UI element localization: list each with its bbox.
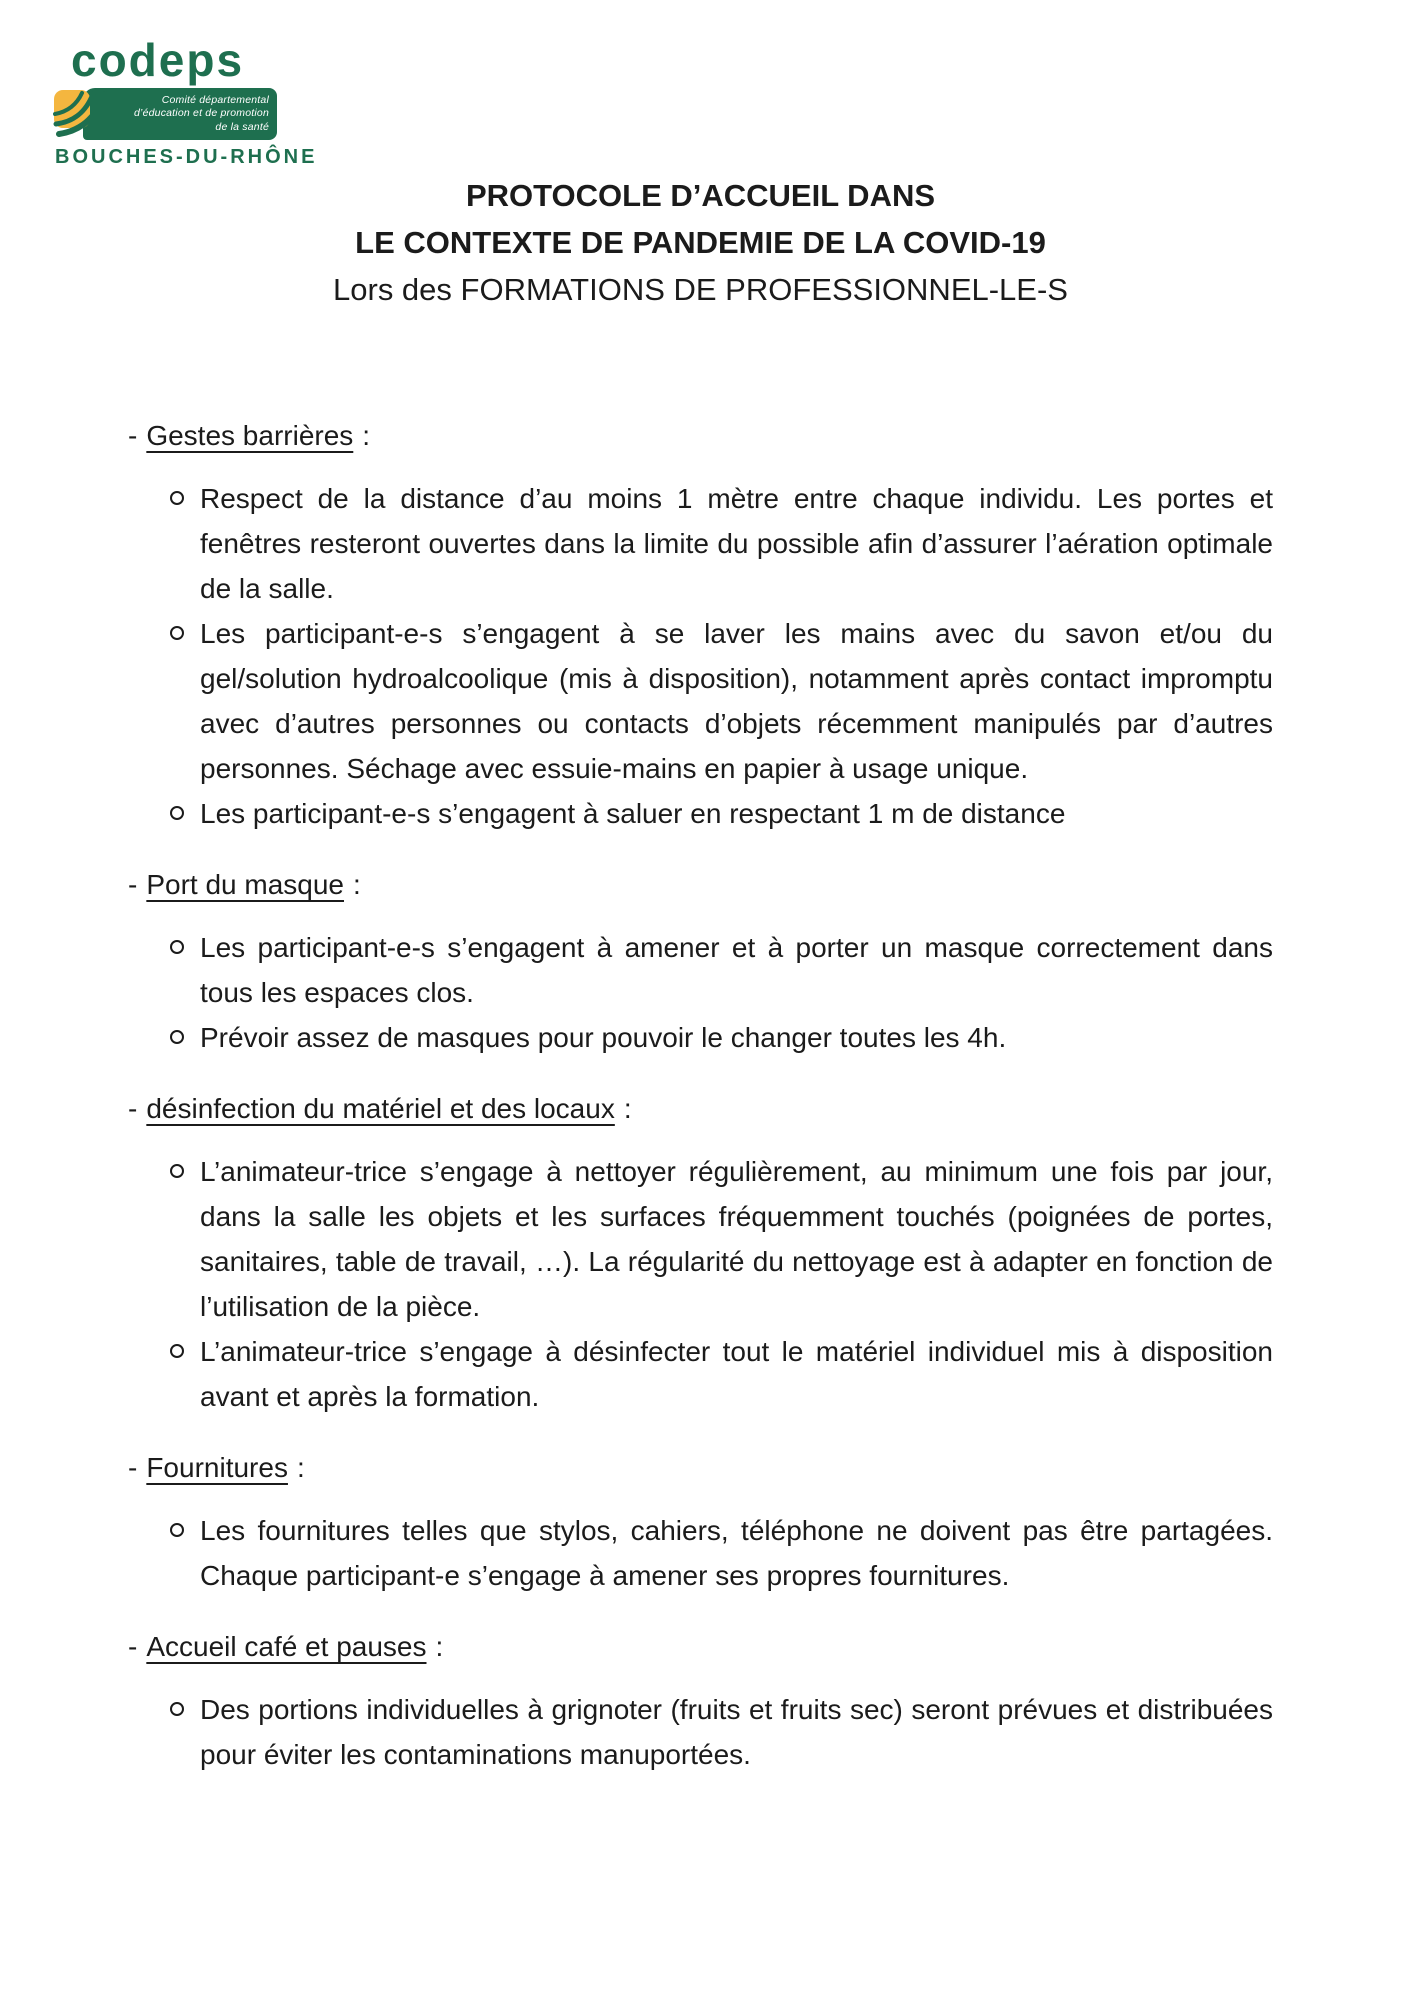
section-heading-label: désinfection du matériel et des locaux [146, 1093, 615, 1124]
list-item-text: L’animateur-trice s’engage à nettoyer régulièrement, au minimum une fois par jour, dans la salle les objets et les surfaces fréquemment touchés (poignées de portes, sanitaires, table de travail, …). La régularité du nettoyage est à adapter en fonction de l’utilisation de la pièce. [200, 1156, 1273, 1322]
circle-bullet-icon [170, 1523, 184, 1537]
list-item-text: L’animateur-trice s’engage à désinfecter tout le matériel individuel mis à disposition avant et après la formation. [200, 1336, 1273, 1412]
circle-bullet-icon [170, 626, 184, 640]
section-heading [128, 413, 1273, 458]
list-item [128, 1508, 1273, 1598]
bullet-list [128, 1149, 1273, 1419]
list-item-text: Les participant-e-s s’engagent à amener et à porter un masque correctement dans tous les espaces clos. [200, 932, 1273, 1008]
logo-brand-text: codeps [71, 34, 245, 86]
section-heading [128, 1624, 1273, 1669]
list-item [128, 611, 1273, 791]
circle-bullet-icon [170, 806, 184, 820]
heading-colon: : [296, 1452, 305, 1483]
logo-region-text: BOUCHES-DU-RHÔNE [55, 146, 318, 168]
section-heading [128, 862, 1273, 907]
section-gestes-barrieres [128, 413, 1273, 836]
bullet-list [128, 925, 1273, 1060]
list-item-text: Respect de la distance d’au moins 1 mètre entre chaque individu. Les portes et fenêtres resteront ouvertes dans la limite du possible afin d’assurer l’aération optimale de la salle. [200, 483, 1273, 604]
heading-dash: - [128, 869, 138, 900]
list-item-text: Les participant-e-s s’engagent à se laver les mains avec du savon et/ou du gel/solution hydroalcoolique (mis à disposition), notamment après contact impromptu avec d’autres personnes ou contacts d’objets récemment manipulés par d’autres personnes. Séchage avec essuie-mains en papier à usage unique. [200, 618, 1273, 784]
list-item [128, 1329, 1273, 1419]
circle-bullet-icon [170, 1344, 184, 1358]
circle-bullet-icon [170, 1030, 184, 1044]
document-content [128, 172, 1273, 1777]
section-heading [128, 1445, 1273, 1490]
page-title [128, 172, 1273, 313]
heading-dash: - [128, 1452, 138, 1483]
list-item [128, 1687, 1273, 1777]
bullet-list [128, 476, 1273, 836]
circle-bullet-icon [170, 940, 184, 954]
list-item-text: Les fournitures telles que stylos, cahiers, téléphone ne doivent pas être partagées. Chaque participant-e s’engage à amener ses propres fournitures. [200, 1515, 1273, 1591]
section-port-du-masque [128, 862, 1273, 1060]
bullet-list [128, 1508, 1273, 1598]
list-item [128, 1015, 1273, 1060]
section-desinfection [128, 1086, 1273, 1419]
codeps-logo [55, 34, 318, 169]
heading-dash: - [128, 1093, 138, 1124]
bullet-list [128, 1687, 1273, 1777]
sections [128, 413, 1273, 1777]
list-item-text: Des portions individuelles à grignoter (fruits et fruits sec) seront prévues et distribuées pour éviter les contaminations manuportées. [200, 1694, 1273, 1770]
circle-bullet-icon [170, 491, 184, 505]
section-accueil-cafe [128, 1624, 1273, 1777]
list-item [128, 791, 1273, 836]
logo-tagline-line: de la santé [215, 120, 269, 133]
heading-dash: - [128, 1631, 138, 1662]
logo-tagline-line: Comité départemental [161, 93, 269, 106]
list-item [128, 925, 1273, 1015]
section-heading-label: Port du masque [146, 869, 344, 900]
list-item-text: Prévoir assez de masques pour pouvoir le changer toutes les 4h. [200, 1022, 1007, 1053]
heading-colon: : [435, 1631, 444, 1662]
list-item [128, 476, 1273, 611]
section-heading-label: Gestes barrières [146, 420, 354, 451]
logo-swoosh-icon [53, 74, 125, 140]
list-item-text: Les participant-e-s s’engagent à saluer en respectant 1 m de distance [200, 798, 1066, 829]
heading-colon: : [623, 1093, 632, 1124]
section-heading-label: Fournitures [146, 1452, 288, 1483]
heading-dash: - [128, 420, 138, 451]
section-fournitures [128, 1445, 1273, 1598]
circle-bullet-icon [170, 1702, 184, 1716]
section-heading [128, 1086, 1273, 1131]
title-line-1: PROTOCOLE D’ACCUEIL DANS [465, 178, 936, 213]
heading-colon: : [353, 869, 361, 900]
heading-colon: : [362, 420, 371, 451]
circle-bullet-icon [170, 1164, 184, 1178]
section-heading-label: Accueil café et pauses [146, 1631, 427, 1662]
logo-tagline-line: d’éducation et de promotion [134, 107, 269, 120]
title-line-2: LE CONTEXTE DE PANDEMIE DE LA COVID-19 [355, 225, 1046, 260]
list-item [128, 1149, 1273, 1329]
title-line-3: Lors des FORMATIONS DE PROFESSIONNEL-LE-S [333, 272, 1068, 307]
logo-art [55, 86, 277, 140]
